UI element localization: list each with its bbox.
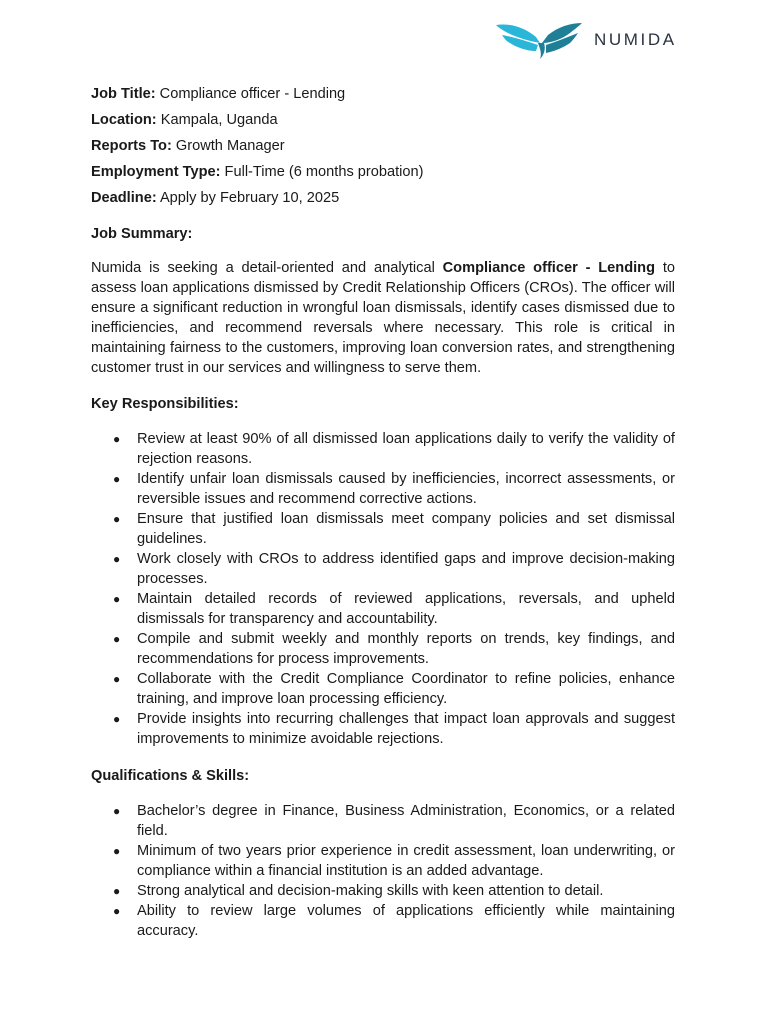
bullet-icon: ●: [113, 904, 121, 918]
list-item: [91, 841, 675, 881]
list-item: [91, 549, 675, 589]
responsibilities-list: [91, 429, 675, 749]
list-item-text: Ability to review large volumes of applications efficiently while maintaining accuracy.: [137, 903, 675, 939]
bird-wings-icon: [496, 21, 582, 59]
bullet-icon: ●: [113, 712, 121, 726]
list-item-text: Maintain detailed records of reviewed applications, reversals, and upheld dismissals for transparency and accountability.: [137, 591, 675, 627]
qualifications-list: [91, 801, 675, 941]
bullet-icon: ●: [113, 552, 121, 566]
bullet-icon: ●: [113, 884, 121, 898]
meta-row: [91, 162, 675, 188]
meta-label: Deadline:: [91, 190, 157, 206]
meta-value: Apply by February 10, 2025: [159, 190, 340, 206]
list-item-text: Identify unfair loan dismissals caused by inefficiencies, incorrect assessments, or reversible issues and recommend corrective actions.: [137, 471, 675, 507]
meta-label: Employment Type:: [91, 164, 221, 180]
bullet-icon: ●: [113, 844, 121, 858]
qualifications-heading: Qualifications & Skills:: [91, 768, 250, 784]
meta-label: Location:: [91, 112, 157, 128]
list-item-text: Collaborate with the Credit Compliance Coordinator to refine policies, enhance training, and improve loan processing efficiency.: [137, 671, 675, 707]
meta-value: Full-Time (6 months probation): [224, 164, 424, 180]
list-item: [91, 509, 675, 549]
list-item-text: Work closely with CROs to address identified gaps and improve decision-making processes.: [137, 551, 675, 587]
list-item-text: Minimum of two years prior experience in credit assessment, loan underwriting, or compliance within a financial institution is an added advantage.: [137, 843, 675, 879]
meta-value: Kampala, Uganda: [160, 112, 278, 128]
bullet-icon: ●: [113, 672, 121, 686]
job-summary-heading: Job Summary:: [91, 226, 193, 242]
list-item: [91, 881, 675, 901]
job-posting: [91, 84, 675, 941]
bullet-icon: ●: [113, 512, 121, 526]
bullet-icon: ●: [113, 592, 121, 606]
list-item: [91, 469, 675, 509]
list-item-text: Review at least 90% of all dismissed loan applications daily to verify the validity of rejection reasons.: [137, 431, 675, 467]
list-item: [91, 801, 675, 841]
meta-row: [91, 110, 675, 136]
company-logo: [496, 20, 677, 60]
list-item: [91, 629, 675, 669]
list-item-text: Bachelor’s degree in Finance, Business Administration, Economics, or a related field.: [137, 803, 675, 839]
bullet-icon: ●: [113, 472, 121, 486]
meta-label: Job Title:: [91, 86, 156, 102]
meta-row: [91, 84, 675, 110]
meta-value: Growth Manager: [175, 138, 285, 154]
job-summary-text: [91, 258, 675, 378]
bullet-icon: ●: [113, 632, 121, 646]
list-item: [91, 669, 675, 709]
summary-text-after: to assess loan applications dismissed by Credit Relationship Officers (CROs). The officer will ensure a significant reduction in wrongful loan dismissals, identify cases dismissed due to inefficiencies, and recommend reversals where necessary. This role is critical in maintaining fairness to the customers, improving loan conversion rates, and strengthening customer trust in our services and willingness to serve them.: [91, 260, 676, 376]
summary-text-before: Numida is seeking a detail-oriented and analytical: [91, 260, 435, 276]
job-meta: [91, 84, 675, 214]
meta-label: Reports To:: [91, 138, 172, 154]
meta-row: [91, 188, 675, 214]
list-item: [91, 901, 675, 941]
list-item-text: Provide insights into recurring challenges that impact loan approvals and suggest improvements to minimize avoidable rejections.: [137, 711, 675, 747]
list-item-text: Ensure that justified loan dismissals meet company policies and set dismissal guidelines.: [137, 511, 675, 547]
responsibilities-heading: Key Responsibilities:: [91, 396, 239, 412]
summary-role-emphasis: Compliance officer - Lending: [442, 260, 656, 276]
meta-row: [91, 136, 675, 162]
list-item: [91, 589, 675, 629]
list-item-text: Strong analytical and decision-making skills with keen attention to detail.: [137, 883, 604, 899]
list-item: [91, 709, 675, 749]
meta-value: Compliance officer - Lending: [159, 86, 346, 102]
list-item: [91, 429, 675, 469]
list-item-text: Compile and submit weekly and monthly reports on trends, key findings, and recommendations for process improvements.: [137, 631, 675, 667]
bullet-icon: ●: [113, 804, 121, 818]
bullet-icon: ●: [113, 432, 121, 446]
logo-wordmark: NUMIDA: [594, 30, 677, 49]
